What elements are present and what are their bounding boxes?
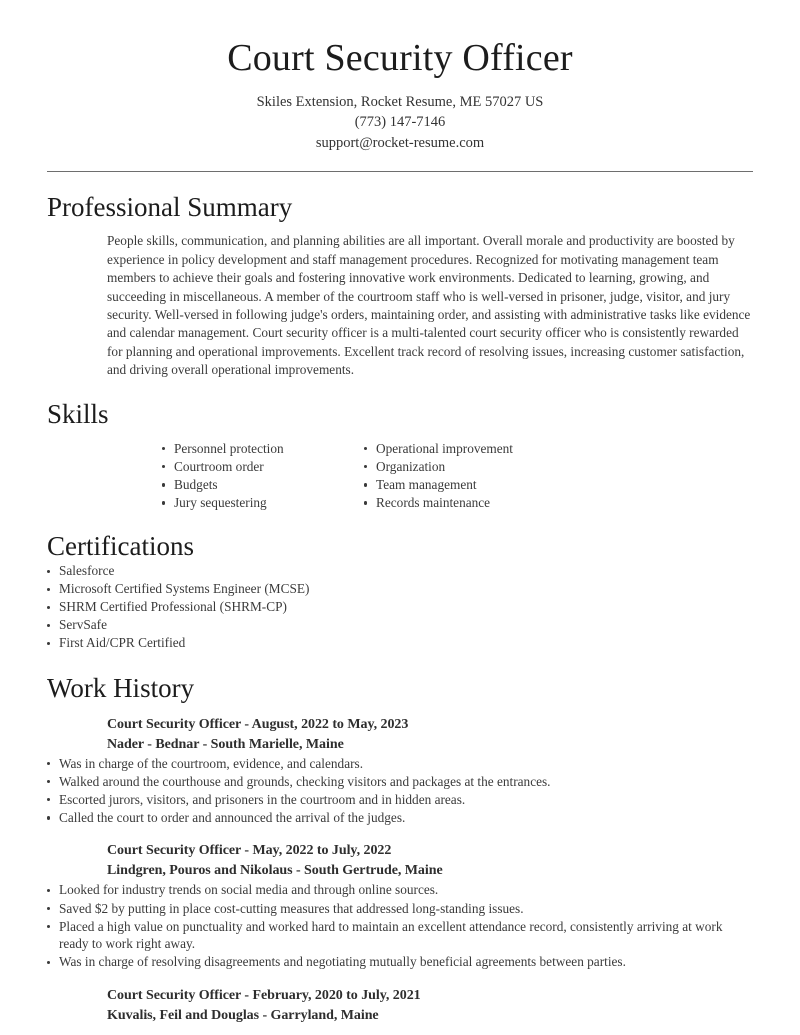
resume-header [47,0,753,153]
work-history-entry-head [107,715,753,755]
list-item: First Aid/CPR Certified [47,634,753,652]
list-item: Walked around the courthouse and grounds, checking visitors and packages at the entrances. [47,773,753,791]
contact-email: support@rocket-resume.com [315,134,485,151]
list-item: Team management [364,476,704,494]
section-heading-professional-summary: Professional Summary [47,192,293,223]
job-title: Court Security Officer - February, 2020 to July, 2021 [107,987,421,1003]
job-title: Court Security Officer - August, 2022 to May, 2023 [107,716,409,732]
list-item: Salesforce [47,562,753,580]
skills-column-left [47,440,364,512]
skills-list-left [162,440,364,512]
list-item: Records maintenance [364,494,704,512]
list-item: Called the court to order and announced the arrival of the judges. [47,809,753,827]
job-responsibilities-list [47,755,753,827]
job-responsibilities-list [47,881,753,970]
list-item: SHRM Certified Professional (SHRM-CP) [47,598,753,616]
certifications-list [47,562,753,652]
list-item: Escorted jurors, visitors, and prisoners in the courtroom and in hidden areas. [47,791,753,809]
list-item: Budgets [162,476,364,494]
list-item: Saved $2 by putting in place cost-cutting measures that addressed long-standing issues. [47,900,753,918]
list-item: Courtroom order [162,458,364,476]
work-history-entry-head [107,986,753,1026]
list-item: Placed a high value on punctuality and worked hard to maintain an excellent attendance record, consistently arriving at work ready to work right away. [47,918,753,953]
section-heading-work-history: Work History [47,672,195,703]
summary-body [107,232,753,379]
summary-text: People skills, communication, and planning abilities are all important. Overall morale and productivity are boosted by experience in policy development and staff management procedures. Recognized for motivating management team members to achieve their goals and fostering innovative work environments. Dedicated to learning, growing, and succeeding in miscellaneous. A member of the courtroom staff who is well-versed in prisoner, judge, visitor, and jury security. Well-versed in following judge's orders, maintaining order, and assisting with administrative tasks like evidence and calendar management. Court security officer is a multi-talented court security officer who is consistently rewarded for planning and operational improvements. Excellent track record of resolving issues, increasing customer satisfaction, and driving overall operational improvements. [107,233,751,378]
work-history-entry [47,715,753,827]
contact-address: Skiles Extension, Rocket Resume, ME 57027 US [256,93,544,110]
job-title: Court Security Officer - May, 2022 to July, 2022 [107,843,392,859]
work-history-entry [47,841,753,970]
section-heading-certifications: Certifications [47,531,194,562]
list-item: Operational improvement [364,440,704,458]
section-professional-summary [47,172,753,379]
job-company: Kuvalis, Feil and Douglas - Garryland, Maine [107,1007,379,1023]
skills-columns [47,440,753,512]
skills-column-right [364,440,704,512]
list-item: Jury sequestering [162,494,364,512]
list-item: Was in charge of the courtroom, evidence, and calendars. [47,755,753,773]
job-company: Nader - Bednar - South Marielle, Maine [107,736,344,752]
skills-list-right [364,440,704,512]
section-heading-skills: Skills [47,398,109,429]
list-item: Microsoft Certified Systems Engineer (MCSE) [47,580,753,598]
section-work-history [47,653,753,1026]
job-company: Lindgren, Pouros and Nikolaus - South Gertrude, Maine [107,863,443,879]
work-history-entry-head [107,841,753,881]
list-item: Personnel protection [162,440,364,458]
list-item: ServSafe [47,616,753,634]
list-item: Organization [364,458,704,476]
section-certifications [47,512,753,652]
contact-phone: (773) 147-7146 [354,114,446,131]
list-item: Was in charge of resolving disagreements and negotiating mutually beneficial agreements between parties. [47,953,753,971]
page-title: Court Security Officer [227,37,573,79]
work-history-entry [47,986,753,1026]
list-item: Looked for industry trends on social media and through online sources. [47,881,753,899]
section-skills [47,380,753,512]
